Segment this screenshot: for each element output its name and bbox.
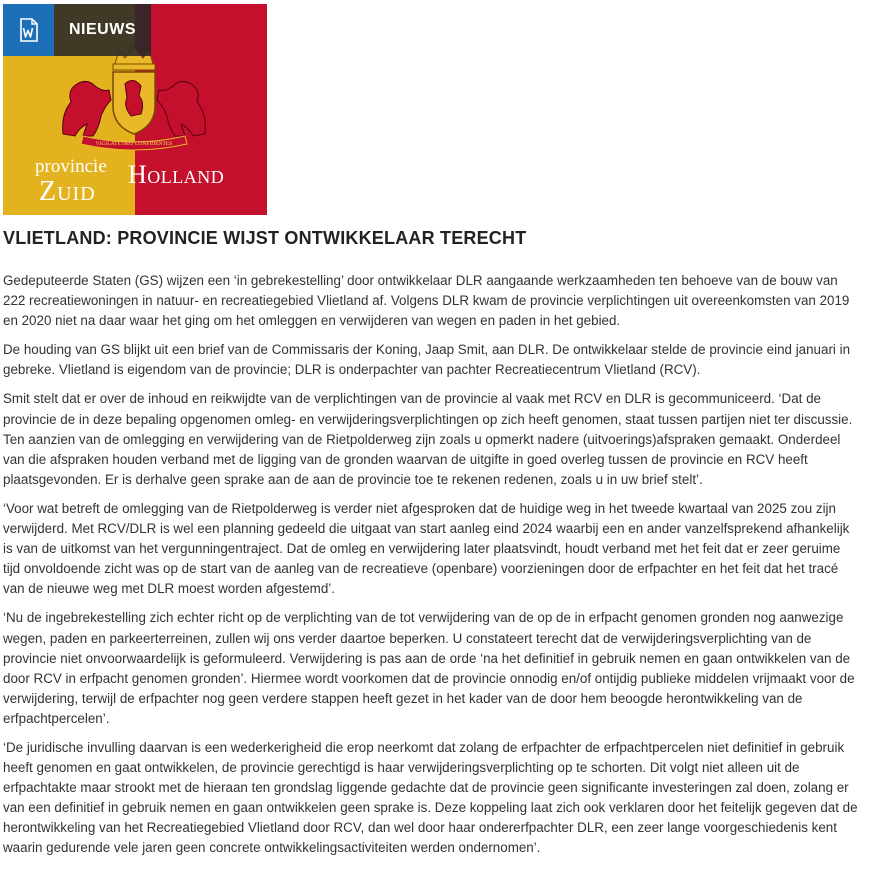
article: [3, 228, 859, 868]
logo-word-provincie: provincie: [35, 156, 107, 177]
article-paragraph-3: Smit stelt dat er over de inhoud en reikwijdte van de verplichtingen van de provincie al vaak met RCV en DLR is gecommuniceerd. ‘Dat de provincie de in deze bepaling opgenomen omleg- en verwijderingsverplichtingen op zich heeft genomen, staat tussen partijen niet ter discussie. Ten aanzien van de omlegging en verwijdering van de Rietpolderweg zijn zoals u opmerkt nadere (uitvoerings)afspraken gemaakt. Onderdeel van die afspraken houden verband met de ligging van de gronden waarvan de uitgifte in goed overleg tussen de provincie en RCV heeft plaatsgevonden. Er is derhalve geen sprake aan de aan de provincie toe te rekenen redenen, zoals u in uw brief stelt’.: [3, 391, 853, 487]
category-badge[interactable]: [3, 4, 151, 56]
document-w-icon: [3, 4, 54, 56]
logo-word-holland: Holland: [128, 160, 225, 189]
article-paragraph-2: De houding van GS blijkt uit een brief van de Commissaris der Koning, Jaap Smit, aan DLR. De ontwikkelaar stelde de provincie eind januari in gebreke. Vlietland is eigendom van de provincie; DLR is onderpachter van pachter Recreatiecentrum Vlietland (RCV).: [3, 342, 851, 378]
province-logo-text: [33, 154, 263, 214]
motto-text: VIGILATE DEO CONFIDENTES: [95, 141, 173, 147]
article-paragraph-5: ‘Nu de ingebrekestelling zich echter richt op de verplichting van de tot verwijdering van de op de in erfpacht genomen gronden nog aanwezige wegen, paden en parkeerterreinen, zullen wij ons verder daartoe beperken. U constateert terecht dat de verwijderingsverplichting van de provincie niet onvoorwaardelijk is geformuleerd. Verwijdering is pas aan de orde ‘na het definitief in gebruik nemen en gaan ontwikkelen van de door RCV in erfpacht genomen gronden’. Hiermee wordt voorkomen dat de provincie onnodig en/of ontijdig publieke middelen vrijmaakt voor de verwijdering, terwijl de erfpachter nog geen verdere stappen heeft gezet in het kader van de door hem beoogde herontwikkeling van de erfpachtpercelen’.: [3, 610, 855, 726]
coat-of-arms-icon: [53, 44, 215, 154]
article-paragraph-1: Gedeputeerde Staten (GS) wijzen een ‘in gebrekestelling’ door ontwikkelaar DLR aangaande werkzaamheden ten behoeve van de bouw van 222 recreatiewoningen in natuur- en recreatiegebied Vlietland af. Volgens DLR kwam de provincie verplichtingen uit overeenkomsten van 2019 en 2020 niet na daar waar het ging om het omleggen en verwijderen van wegen en paden in het gebied.: [3, 273, 850, 329]
logo-word-zuid: Zuid: [39, 176, 96, 207]
article-paragraph-6: ‘De juridische invulling daarvan is een wederkerigheid die erop neerkomt dat zolang de erfpachter de erfpachtpercelen niet definitief in gebruik heeft genomen en gaat ontwikkelen, de provincie gerechtigd is haar verwijderingsverplichting op te schorten. Dit volgt niet alleen uit de erfpachtakte maar strookt met de hieraan ten grondslag liggende gedachte dat de provincie geen significante investeringen zal doen, zolang er van een definitief in gebruik nemen en gaan ontwikkelen geen sprake is. Deze koppeling laat zich ook verklaren door het feitelijk gegeven dat de herontwikkeling van het Recreatiegebied Vlietland door RCV, dan wel door haar ondererfpachter DLR, een zeer lange voorgeschiedenis kent waarin gedurende vele jaren geen concrete ontwikkelingsactiviteiten werden ondernomen’.: [3, 739, 858, 856]
article-title: VLIETLAND: PROVINCIE WIJST ONTWIKKELAAR TERECHT: [3, 228, 527, 248]
category-label[interactable]: NIEUWS: [54, 4, 151, 56]
article-paragraph-4: ‘Voor wat betreft de omlegging van de Rietpolderweg is verder niet afgesproken dat de huidige weg in het tweede kwartaal van 2025 zou zijn verwijderd. Met RCV/DLR is wel een planning gedeeld die uitgaat van start aanleg eind 2024 waarbij een en ander vanzelfsprekend afhankelijk is van de uitkomst van het vergunningentraject. Dat de omleg en verwijdering later plaatsvindt, houdt verband met het feit dat er zeer geruime tijd onvoldoende zicht was op de start van de aanleg van de recreatieve (openbare) voorzieningen door de erfpachter en het feit dat het tracé van de nieuwe weg met DLR moest worden afgestemd’.: [3, 500, 850, 597]
